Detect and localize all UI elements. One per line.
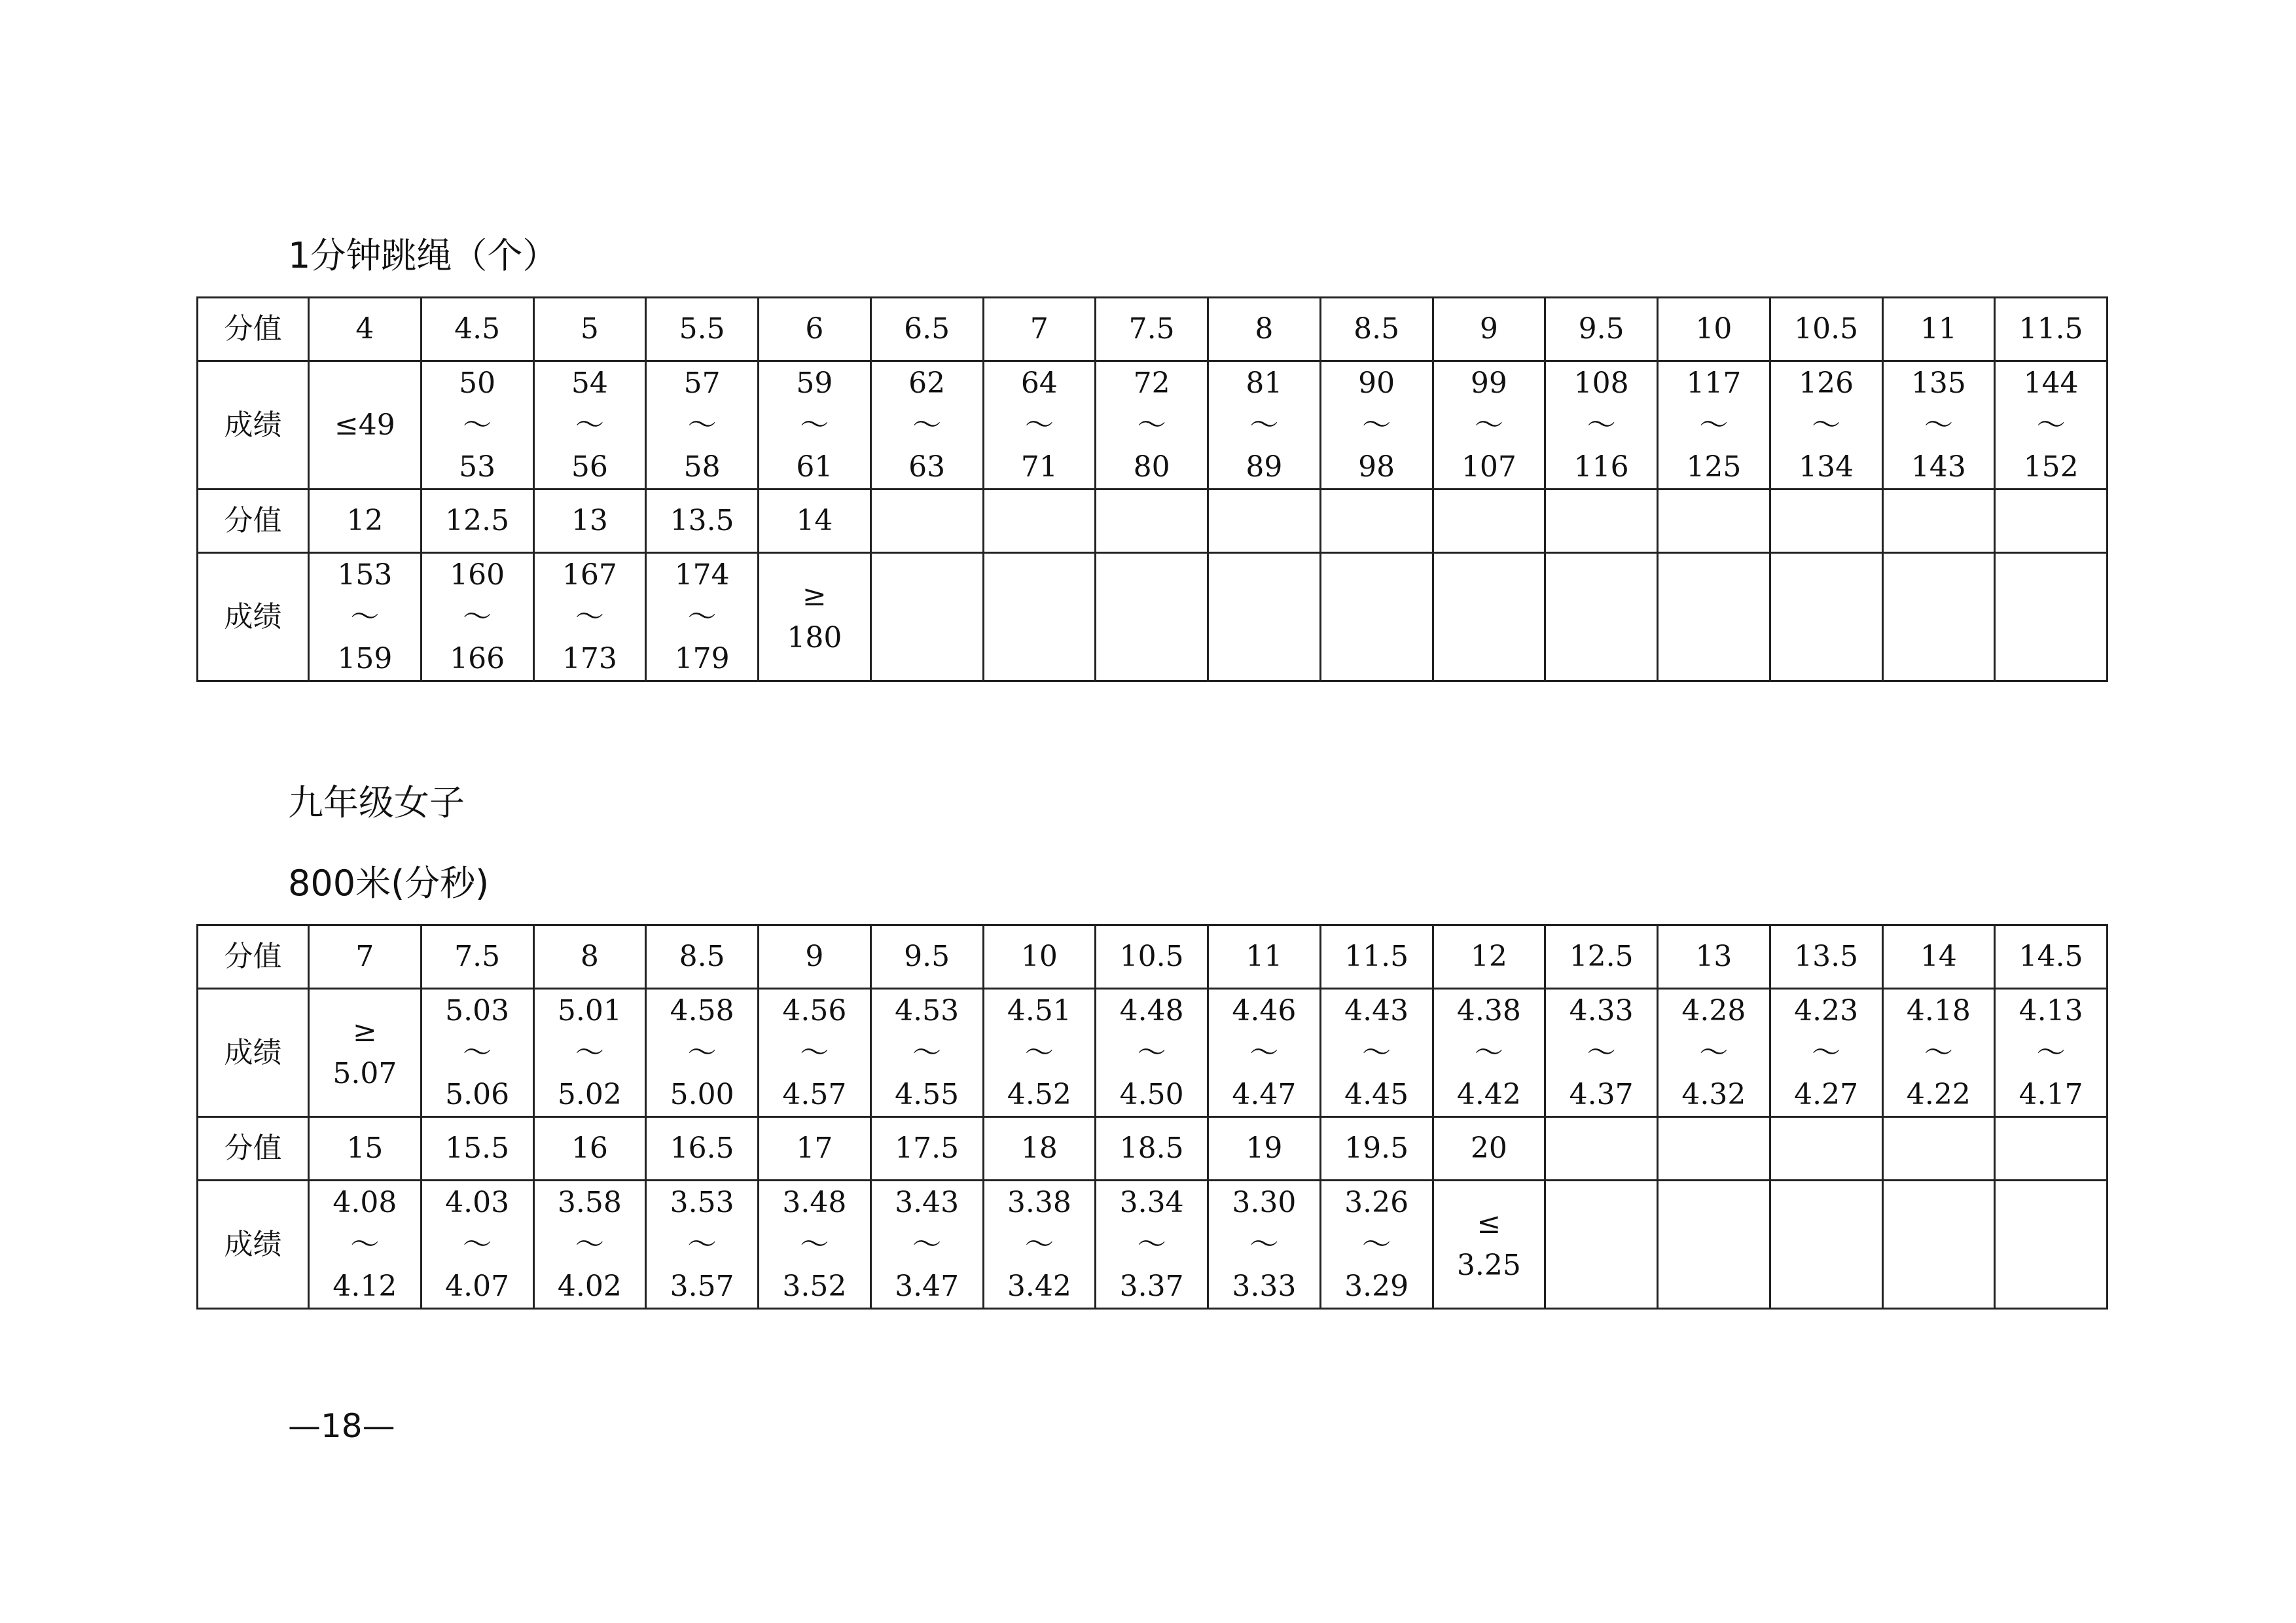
result-cell-line: 4.58 bbox=[670, 993, 734, 1027]
result-cell bbox=[1882, 553, 1995, 681]
score-cell bbox=[983, 490, 1096, 553]
score-row bbox=[198, 298, 2108, 361]
score-cell: 12 bbox=[309, 490, 422, 553]
result-cell-line: 173 bbox=[562, 641, 617, 675]
result-cell-line: 3.38 bbox=[1007, 1185, 1071, 1219]
result-cell-line: 4.23 bbox=[1794, 993, 1859, 1027]
score-cell: 19 bbox=[1208, 1117, 1321, 1181]
result-cell bbox=[1658, 1181, 1770, 1309]
score-cell: 15 bbox=[309, 1117, 422, 1181]
result-cell bbox=[759, 361, 871, 490]
score-cell: 11 bbox=[1882, 298, 1995, 361]
result-cell bbox=[983, 989, 1096, 1117]
result-cell-line: ～ bbox=[1924, 408, 1953, 442]
result-cell-line: 3.37 bbox=[1119, 1269, 1184, 1303]
result-cell-line: ～ bbox=[1474, 1035, 1503, 1069]
result-cell-line: 3.52 bbox=[782, 1269, 847, 1303]
score-cell: 12 bbox=[1433, 925, 1545, 989]
result-cell bbox=[421, 361, 533, 490]
result-cell-line: ～ bbox=[1362, 1035, 1391, 1069]
result-cell-line: 99 bbox=[1470, 366, 1507, 400]
result-cell bbox=[1882, 1181, 1995, 1309]
result-cell-line: 72 bbox=[1133, 366, 1170, 400]
score-cell: 17 bbox=[759, 1117, 871, 1181]
result-cell-line: 4.53 bbox=[895, 993, 960, 1027]
score-cell: 15.5 bbox=[421, 1117, 533, 1181]
result-cell-line: 4.28 bbox=[1681, 993, 1746, 1027]
score-cell bbox=[1545, 490, 1658, 553]
result-cell bbox=[309, 1181, 422, 1309]
score-cell: 11.5 bbox=[1320, 925, 1433, 989]
result-cell-line: 167 bbox=[562, 558, 617, 592]
score-label-cell: 分值 bbox=[198, 925, 309, 989]
score-cell bbox=[1882, 1117, 1995, 1181]
result-cell-line: ≤49 bbox=[334, 408, 395, 442]
result-cell-line: 5.06 bbox=[445, 1077, 510, 1111]
score-label-cell: 分值 bbox=[198, 298, 309, 361]
result-cell bbox=[421, 989, 533, 1117]
result-cell-line: ～ bbox=[575, 1227, 604, 1261]
score-cell bbox=[1658, 490, 1770, 553]
result-cell-line: 4.50 bbox=[1119, 1077, 1184, 1111]
result-cell bbox=[1433, 553, 1545, 681]
result-cell-line: ～ bbox=[1362, 408, 1391, 442]
score-cell: 8.5 bbox=[1320, 298, 1433, 361]
result-cell-line: 62 bbox=[908, 366, 946, 400]
result-cell-line: ～ bbox=[1699, 408, 1729, 442]
result-cell bbox=[870, 1181, 983, 1309]
result-cell bbox=[983, 361, 1096, 490]
result-cell-line: 4.33 bbox=[1569, 993, 1634, 1027]
score-cell bbox=[1208, 490, 1321, 553]
result-cell bbox=[983, 553, 1096, 681]
result-cell-line: ～ bbox=[1587, 408, 1616, 442]
result-cell bbox=[1096, 553, 1208, 681]
score-cell: 17.5 bbox=[870, 1117, 983, 1181]
score-cell: 14.5 bbox=[1995, 925, 2108, 989]
result-cell-line: 57 bbox=[683, 366, 721, 400]
result-cell-line: ～ bbox=[1249, 1227, 1279, 1261]
score-label-cell: 分值 bbox=[198, 1117, 309, 1181]
score-cell: 10.5 bbox=[1096, 925, 1208, 989]
result-cell bbox=[1208, 361, 1321, 490]
result-cell-line: 89 bbox=[1246, 450, 1283, 484]
result-cell-line: 180 bbox=[787, 620, 842, 654]
result-cell-line: 3.42 bbox=[1007, 1269, 1071, 1303]
result-cell-line: ～ bbox=[687, 408, 717, 442]
result-cell-line: ～ bbox=[1024, 1227, 1054, 1261]
result-cell-line: 64 bbox=[1020, 366, 1058, 400]
result-cell bbox=[1208, 989, 1321, 1117]
result-cell bbox=[1320, 361, 1433, 490]
result-cell-line: 152 bbox=[2023, 450, 2079, 484]
result-cell-line: 4.17 bbox=[2018, 1077, 2083, 1111]
result-cell-line: ～ bbox=[1812, 408, 1841, 442]
score-cell: 7 bbox=[983, 298, 1096, 361]
score-cell: 7 bbox=[309, 925, 422, 989]
result-cell bbox=[1320, 553, 1433, 681]
result-cell bbox=[1770, 361, 1882, 490]
result-cell-line: 5.01 bbox=[557, 993, 622, 1027]
result-cell-line: 4.13 bbox=[2018, 993, 2083, 1027]
result-cell bbox=[646, 553, 759, 681]
result-cell-line: ～ bbox=[1812, 1035, 1841, 1069]
score-cell: 16.5 bbox=[646, 1117, 759, 1181]
result-cell bbox=[1658, 553, 1770, 681]
result-cell bbox=[1995, 361, 2108, 490]
result-cell bbox=[1770, 989, 1882, 1117]
score-cell: 7.5 bbox=[1096, 298, 1208, 361]
score-cell: 7.5 bbox=[421, 925, 533, 989]
result-cell-line: 4.12 bbox=[332, 1269, 397, 1303]
result-cell-line: 4.45 bbox=[1344, 1077, 1409, 1111]
result-cell-line: 4.43 bbox=[1344, 993, 1409, 1027]
result-cell-line: 59 bbox=[796, 366, 833, 400]
result-cell-line: 117 bbox=[1686, 366, 1742, 400]
score-cell: 6.5 bbox=[870, 298, 983, 361]
result-cell-line: ～ bbox=[350, 599, 380, 633]
result-cell-line: 160 bbox=[450, 558, 505, 592]
result-cell-line: ～ bbox=[1024, 408, 1054, 442]
result-cell bbox=[1433, 1181, 1545, 1309]
result-cell bbox=[870, 361, 983, 490]
result-cell bbox=[1995, 553, 2108, 681]
result-cell bbox=[1882, 361, 1995, 490]
result-cell-line: ～ bbox=[800, 1035, 829, 1069]
result-cell-line: 4.07 bbox=[445, 1269, 510, 1303]
score-cell: 5.5 bbox=[646, 298, 759, 361]
result-cell-line: 5.07 bbox=[332, 1056, 397, 1090]
result-cell-line: 174 bbox=[674, 558, 730, 592]
score-cell: 8 bbox=[1208, 298, 1321, 361]
result-row bbox=[198, 1181, 2108, 1309]
result-cell-line: 3.58 bbox=[557, 1185, 622, 1219]
score-cell: 4.5 bbox=[421, 298, 533, 361]
result-cell bbox=[1320, 1181, 1433, 1309]
result-cell bbox=[759, 989, 871, 1117]
score-cell: 6 bbox=[759, 298, 871, 361]
result-cell-line: ～ bbox=[2036, 1035, 2066, 1069]
score-cell bbox=[870, 490, 983, 553]
score-cell: 10.5 bbox=[1770, 298, 1882, 361]
result-cell-line: ≤ bbox=[1477, 1206, 1501, 1240]
result-cell bbox=[309, 989, 422, 1117]
result-cell-line: 3.30 bbox=[1232, 1185, 1297, 1219]
result-cell-line: 4.08 bbox=[332, 1185, 397, 1219]
result-cell-line: 3.47 bbox=[895, 1269, 960, 1303]
score-cell: 9.5 bbox=[870, 925, 983, 989]
result-cell-line: 144 bbox=[2023, 366, 2079, 400]
result-cell-line: ～ bbox=[1362, 1227, 1391, 1261]
score-cell bbox=[1433, 490, 1545, 553]
result-cell-line: ～ bbox=[1024, 1035, 1054, 1069]
score-cell: 12.5 bbox=[1545, 925, 1658, 989]
result-cell-line: 134 bbox=[1799, 450, 1854, 484]
result-cell-line: ～ bbox=[912, 1227, 942, 1261]
score-cell: 5 bbox=[533, 298, 646, 361]
result-cell-line: ～ bbox=[1474, 408, 1503, 442]
section-title-800m: 800米(分秒) bbox=[288, 863, 490, 904]
result-cell-line: 4.03 bbox=[445, 1185, 510, 1219]
score-cell: 10 bbox=[1658, 298, 1770, 361]
score-row bbox=[198, 490, 2108, 553]
result-cell-line: 81 bbox=[1246, 366, 1283, 400]
score-label-cell: 分值 bbox=[198, 490, 309, 553]
score-cell bbox=[1770, 1117, 1882, 1181]
result-cell-line: 135 bbox=[1910, 366, 1966, 400]
score-cell: 14 bbox=[759, 490, 871, 553]
result-cell-line: 4.32 bbox=[1681, 1077, 1746, 1111]
result-cell-line: 98 bbox=[1358, 450, 1395, 484]
result-cell-line: 3.33 bbox=[1232, 1269, 1297, 1303]
result-row bbox=[198, 361, 2108, 490]
score-cell bbox=[1770, 490, 1882, 553]
result-cell bbox=[1433, 989, 1545, 1117]
result-cell-line: ～ bbox=[687, 1227, 717, 1261]
result-cell bbox=[870, 553, 983, 681]
score-cell: 14 bbox=[1882, 925, 1995, 989]
result-cell-line: ～ bbox=[687, 599, 717, 633]
result-cell-line: 3.25 bbox=[1456, 1248, 1521, 1282]
result-cell-line: ～ bbox=[463, 1227, 492, 1261]
result-cell-line: 166 bbox=[450, 641, 505, 675]
result-cell-line: 71 bbox=[1020, 450, 1058, 484]
result-cell bbox=[646, 989, 759, 1117]
result-cell-line: 159 bbox=[337, 641, 393, 675]
result-cell-line: 4.37 bbox=[1569, 1077, 1634, 1111]
jump-rope-score-table bbox=[196, 296, 2108, 682]
result-cell-line: 143 bbox=[1910, 450, 1966, 484]
result-cell-line: 80 bbox=[1133, 450, 1170, 484]
result-cell-line: 4.55 bbox=[895, 1077, 960, 1111]
result-cell-line: 107 bbox=[1461, 450, 1516, 484]
result-cell-line: 4.57 bbox=[782, 1077, 847, 1111]
score-cell bbox=[1320, 490, 1433, 553]
score-cell: 13.5 bbox=[646, 490, 759, 553]
result-row bbox=[198, 989, 2108, 1117]
result-cell-line: 5.03 bbox=[445, 993, 510, 1027]
score-cell: 16 bbox=[533, 1117, 646, 1181]
score-cell: 13 bbox=[1658, 925, 1770, 989]
result-cell-line: 3.43 bbox=[895, 1185, 960, 1219]
section-title-jump-rope: 1分钟跳绳（个） bbox=[288, 235, 558, 276]
score-cell: 12.5 bbox=[421, 490, 533, 553]
result-cell bbox=[1545, 553, 1658, 681]
score-cell bbox=[1658, 1117, 1770, 1181]
result-cell bbox=[1096, 361, 1208, 490]
result-cell-line: 63 bbox=[908, 450, 946, 484]
result-cell bbox=[533, 553, 646, 681]
result-cell-line: 4.27 bbox=[1794, 1077, 1859, 1111]
result-cell bbox=[309, 361, 422, 490]
result-cell bbox=[421, 1181, 533, 1309]
result-cell bbox=[1658, 989, 1770, 1117]
result-cell bbox=[533, 361, 646, 490]
score-cell: 18 bbox=[983, 1117, 1096, 1181]
result-cell-line: 125 bbox=[1686, 450, 1742, 484]
score-cell bbox=[1882, 490, 1995, 553]
result-cell-line: 116 bbox=[1573, 450, 1629, 484]
result-cell-line: 56 bbox=[571, 450, 608, 484]
score-cell: 18.5 bbox=[1096, 1117, 1208, 1181]
result-cell-line: 3.48 bbox=[782, 1185, 847, 1219]
result-cell-line: 153 bbox=[337, 558, 393, 592]
score-cell: 20 bbox=[1433, 1117, 1545, 1181]
result-cell-line: 4.18 bbox=[1906, 993, 1971, 1027]
result-cell-line: ～ bbox=[687, 1035, 717, 1069]
result-cell-line: 126 bbox=[1799, 366, 1854, 400]
result-cell bbox=[646, 1181, 759, 1309]
result-cell-line: ～ bbox=[463, 408, 492, 442]
result-cell-line: ～ bbox=[1699, 1035, 1729, 1069]
score-cell bbox=[1096, 490, 1208, 553]
result-cell bbox=[1096, 1181, 1208, 1309]
score-cell: 8.5 bbox=[646, 925, 759, 989]
score-cell: 9.5 bbox=[1545, 298, 1658, 361]
result-cell bbox=[1208, 553, 1321, 681]
result-cell-line: 4.38 bbox=[1456, 993, 1521, 1027]
result-cell bbox=[646, 361, 759, 490]
result-cell bbox=[1320, 989, 1433, 1117]
score-cell bbox=[1995, 490, 2108, 553]
result-cell-line: ～ bbox=[912, 408, 942, 442]
result-cell-line: ～ bbox=[463, 599, 492, 633]
result-cell-line: 4.42 bbox=[1456, 1077, 1521, 1111]
result-label-cell: 成绩 bbox=[198, 989, 309, 1117]
result-cell bbox=[1096, 989, 1208, 1117]
result-cell bbox=[983, 1181, 1096, 1309]
result-cell-line: 108 bbox=[1573, 366, 1629, 400]
result-cell bbox=[759, 553, 871, 681]
score-row bbox=[198, 1117, 2108, 1181]
result-cell-line: 4.02 bbox=[557, 1269, 622, 1303]
score-row bbox=[198, 925, 2108, 989]
result-cell-line: 4.52 bbox=[1007, 1077, 1071, 1111]
score-cell: 19.5 bbox=[1320, 1117, 1433, 1181]
score-cell: 11 bbox=[1208, 925, 1321, 989]
result-cell-line: ～ bbox=[1137, 1035, 1166, 1069]
score-cell: 9 bbox=[759, 925, 871, 989]
result-cell bbox=[1882, 989, 1995, 1117]
result-cell bbox=[1770, 1181, 1882, 1309]
result-cell-line: 3.26 bbox=[1344, 1185, 1409, 1219]
page-number: —18— bbox=[288, 1407, 395, 1445]
result-cell-line: ≥ bbox=[802, 579, 827, 613]
result-cell-line: 54 bbox=[571, 366, 608, 400]
result-cell-line: ～ bbox=[575, 1035, 604, 1069]
result-cell-line: 3.53 bbox=[670, 1185, 734, 1219]
result-cell bbox=[1208, 1181, 1321, 1309]
result-cell bbox=[1995, 1181, 2108, 1309]
result-cell bbox=[1545, 1181, 1658, 1309]
result-row bbox=[198, 553, 2108, 681]
result-cell-line: 179 bbox=[674, 641, 730, 675]
result-cell-line: 4.51 bbox=[1007, 993, 1071, 1027]
result-cell-line: ～ bbox=[1137, 408, 1166, 442]
result-cell-line: ≥ bbox=[352, 1014, 377, 1048]
result-cell-line: 4.47 bbox=[1232, 1077, 1297, 1111]
result-cell-line: ～ bbox=[1249, 1035, 1279, 1069]
score-cell: 11.5 bbox=[1995, 298, 2108, 361]
result-cell-line: 50 bbox=[459, 366, 496, 400]
score-cell bbox=[1995, 1117, 2108, 1181]
result-cell-line: ～ bbox=[1924, 1035, 1953, 1069]
score-cell: 8 bbox=[533, 925, 646, 989]
result-cell bbox=[1770, 553, 1882, 681]
result-cell-line: ～ bbox=[350, 1227, 380, 1261]
result-cell bbox=[421, 553, 533, 681]
result-cell-line: 58 bbox=[683, 450, 721, 484]
score-cell bbox=[1545, 1117, 1658, 1181]
result-cell-line: 3.34 bbox=[1119, 1185, 1184, 1219]
result-cell-line: 4.56 bbox=[782, 993, 847, 1027]
result-label-cell: 成绩 bbox=[198, 553, 309, 681]
section-title-grade9-girls: 九年级女子 bbox=[288, 782, 465, 823]
result-cell-line: ～ bbox=[800, 1227, 829, 1261]
result-cell-line: 4.48 bbox=[1119, 993, 1184, 1027]
result-label-cell: 成绩 bbox=[198, 361, 309, 490]
run-800m-score-table bbox=[196, 924, 2108, 1310]
score-cell: 9 bbox=[1433, 298, 1545, 361]
result-cell-line: 3.29 bbox=[1344, 1269, 1409, 1303]
result-cell-line: ～ bbox=[575, 599, 604, 633]
result-cell-line: ～ bbox=[1249, 408, 1279, 442]
result-cell-line: 4.22 bbox=[1906, 1077, 1971, 1111]
score-cell: 10 bbox=[983, 925, 1096, 989]
result-cell-line: ～ bbox=[1587, 1035, 1616, 1069]
result-cell-line: 90 bbox=[1358, 366, 1395, 400]
result-cell bbox=[533, 989, 646, 1117]
result-cell bbox=[759, 1181, 871, 1309]
result-cell bbox=[1545, 361, 1658, 490]
result-cell bbox=[1545, 989, 1658, 1117]
result-cell-line: ～ bbox=[463, 1035, 492, 1069]
result-cell bbox=[309, 553, 422, 681]
result-cell-line: ～ bbox=[575, 408, 604, 442]
result-cell bbox=[533, 1181, 646, 1309]
result-label-cell: 成绩 bbox=[198, 1181, 309, 1309]
result-cell-line: 61 bbox=[796, 450, 833, 484]
result-cell bbox=[1995, 989, 2108, 1117]
result-cell-line: 5.02 bbox=[557, 1077, 622, 1111]
result-cell-line: 5.00 bbox=[670, 1077, 734, 1111]
result-cell-line: ～ bbox=[1137, 1227, 1166, 1261]
result-cell bbox=[1658, 361, 1770, 490]
result-cell bbox=[870, 989, 983, 1117]
result-cell bbox=[1433, 361, 1545, 490]
result-cell-line: ～ bbox=[912, 1035, 942, 1069]
score-cell: 13 bbox=[533, 490, 646, 553]
result-cell-line: 3.57 bbox=[670, 1269, 734, 1303]
score-cell: 4 bbox=[309, 298, 422, 361]
score-cell: 13.5 bbox=[1770, 925, 1882, 989]
result-cell-line: 4.46 bbox=[1232, 993, 1297, 1027]
result-cell-line: ～ bbox=[800, 408, 829, 442]
result-cell-line: 53 bbox=[459, 450, 496, 484]
result-cell-line: ～ bbox=[2036, 408, 2066, 442]
